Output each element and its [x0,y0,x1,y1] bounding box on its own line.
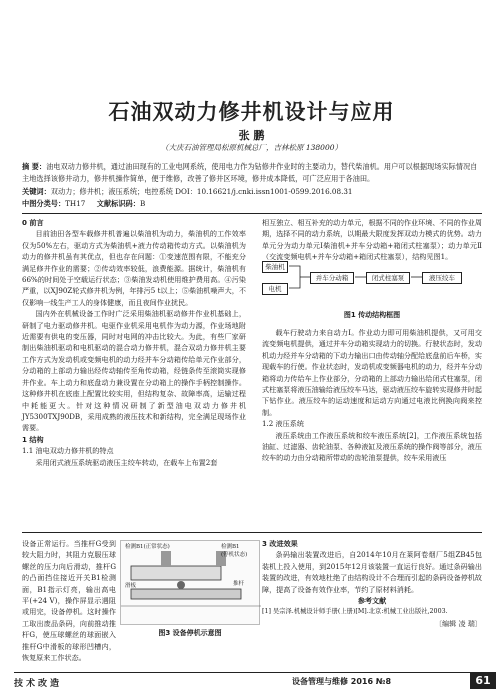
section-divider [22,532,482,533]
section-1-1-heading: 1.1 油电双动力修井机的特点 [22,446,114,456]
editor-note: 〔编辑 凌 瑞〕 [434,618,482,628]
lower-right-column [262,538,482,629]
keywords-text: 双动力；修井机；液压系统；电控系统 DOI：10.16621/j.cnki.issn1001-0599.2016.08.31 [50,187,353,196]
article-title: 石油双动力修井机设计与应用 [108,100,395,124]
intro-paragraph-1: 目前油田各型车载修井机普遍以柴油机为动力，柴油机的工作效率仅为50%左右，驱动方式为柴油机+液力传动箱传动方式。以柴油机为动力的修井机虽有其优点，但也存在问题：①变速范围有限，不能充分满足修井作业的需要；②传动效率较低，浪费能源。据统计，柴油机有66%的时间处于空载运行状态；③柴油发动机使用维护费用高。④污染严重，以XJ90Z轮式修井机为例，年排污5 t以上；⑤柴油机噪声大，不仅影响一线生产工人的身体健康，而且夜间作业扰民。 [22,229,246,307]
section-1-heading: 1 结构 [22,434,44,444]
diesel-engine-box: 柴油机 [262,261,288,273]
author-affiliation: （大庆石油管理局松原机械总厂，吉林松原 138000） [160,143,342,152]
figure-1-caption: 图1 传动结构框图 [343,311,401,319]
doc-code-value: B [139,199,146,208]
references-heading: 参考文献 [357,596,387,606]
clc-label: 中图分类号： [22,199,66,208]
right-paragraph-2: 载车行驶动力来自动力Ⅰ。作业动力即可用柴油机提供，又可用交流变频电机提供，通过并车分动箱实现动力的切换。行驶状态时，发动机动力经并车分动箱的下动力输出口由传动轴分配给底盘前后车桥，实现载车的行使。作业状态时，发动机或变频器电机的动力，经并车分动箱将动力传给车上作业部分，分动箱的上部动力输出给闭式柱塞泵，闭式柱塞泵将液压油输给液压绞车马达，驱动液压绞车旋转实现修井时起下钻作业。液压绞车的运动速度和运动方向通过电液比例换向阀来控制。 [262,328,482,417]
right-paragraph-1: 相互独立、相互补充的动力单元，根据不同的作业环境、不同的作业周期，选择不同的动力系统，以期最大限度发挥双动力模式的优势。动力单元分为动力单元Ⅰ柴油机+并车分动箱+箱闭式柱塞泵）；动力单元Ⅱ（交流变频电机+并车分动箱+箱闭式柱塞泵），结构见图1。 [262,218,482,262]
lower-left-column [22,538,116,663]
figure-3-image [120,540,260,625]
clc-value: TH17 [65,199,86,208]
label-b1-normal: 检测B1(正常状态) [125,544,170,550]
page-number: 61 [470,672,496,689]
intro-paragraph-2: 国内外在机械设备工作时广泛采用柴油机驱动修井作业机基础上，研制了电力驱动修井机。电驱作业机采用电机作为动力源，作业场地附近需要有供电的变压器，同时对电网的冲击比较大。为此，有些厂家研制出柴油机驱动和电机驱动的混合动力修井机，混合双动力修井机主要工作方式为发动机或变频电机的动力经并车分动箱传给单元作业部分，分动箱的上部动力输出经传动轴传至角传动箱，经链条传至滚筒实现修井作业。车上动力和底盘动力兼设置在分动箱上的操作手柄控制操作。这种修井机在底座上配置比较实用，但结构复杂、故障率高，运输过程中耗能更大。针对这种情况研制了新型油电双动力修井机JY5300TXJ90DB，采用成熟的液压技术和新结构，完全满足现场作业需要。 [22,309,246,433]
classification [22,198,482,210]
footer-rule [14,672,484,673]
transfer-case-box: 并车分动箱 [310,272,354,284]
figure-3-caption: 图3 设备停机示意图 [158,629,222,637]
plunger-pump-box: 闭式柱塞泵 [366,272,410,284]
label-push-rod: 推杆 [233,581,245,587]
page-footer [0,672,503,697]
label-b1-stopped: (停机状态) [221,552,248,558]
lower-left-paragraph: 设备正常运行。当推杆G受到较大阻力时，其阻力克服压球螺丝的压力向后滑动，推杆G的凸面挡住接近开关B1检测面，B1指示灯亮，输出高电平(+24 V)，操作屏显示遇阻或用完，设备停机。这时操作工取出废品条码，向前推动推杆G，使压球螺丝的球面嵌入推杆G中滑板的球形凹槽内，恢复原来工作状态。 [22,539,116,663]
keywords [22,186,482,198]
section-1-2-paragraph: 液压系统由工作液压系统和绞车液压系统[2]，工作液压系统包括油缸、过滤器、齿轮油泵、各种液缸及液压系统的操作阀等部分，液压绞车的动力由分动箱所带动的齿轮油泵提供，绞车采用液压 [262,430,482,463]
abstract-label: 摘 要： [22,162,47,171]
label-slide-plate: 滑板 [125,583,137,589]
intro-heading: 0 前言 [22,218,44,227]
doc-code-label: 文献标识码： [96,199,140,208]
abstract-text: 油电双动力修井机，通过油田现有的工业电网系统，使用电力作为钻修井作业时的主要动力，替代柴油机。用户可以根据现场实际情况自主地选择该修井动力，修井机操作简单，便于维修，改善了修井区环境，修井成本降低，可广泛应用于各油田。 [22,162,478,183]
section-3-paragraph: 条码输出装置改进后，自2014年10月在莱阿卷烟厂5组ZB45包装机上投入使用，到2015年12月该装置一直运行良好。通过条码输出装置的改进，有效地杜绝了由结构设计不合理而引起的条码设备停机故障，提高了设备有效作业率，节约了原材料消耗。 [262,550,482,594]
section-3-heading: 3 改进效果 [262,539,298,548]
right-column-mid [262,327,482,464]
keywords-label: 关键词： [22,187,51,196]
reference-1: [1] 吴宗泽.机械设计师手册(上册)[M].北京:机械工业出版社,2003. [262,608,448,616]
author-name: 张 鹏 [238,129,265,142]
hydraulic-winch-box: 液压绞车 [422,272,462,284]
abstract [22,161,482,184]
journal-issue: 设备管理与维修 2016 №8 [292,677,392,686]
figure-1-diagram [262,253,494,303]
divider [22,213,482,214]
label-b1: 检测B1 [221,544,240,550]
section-1-2-heading: 1.2 液压系统 [262,419,304,429]
left-column [22,217,246,468]
motor-box: 电机 [262,283,288,295]
column-name: 技术改造 [14,679,63,689]
diagram-connectors [262,253,494,303]
section-1-1-paragraph: 采用闭式液压系统驱动液压主绞车转动，在载车上布置2套 [35,457,218,467]
